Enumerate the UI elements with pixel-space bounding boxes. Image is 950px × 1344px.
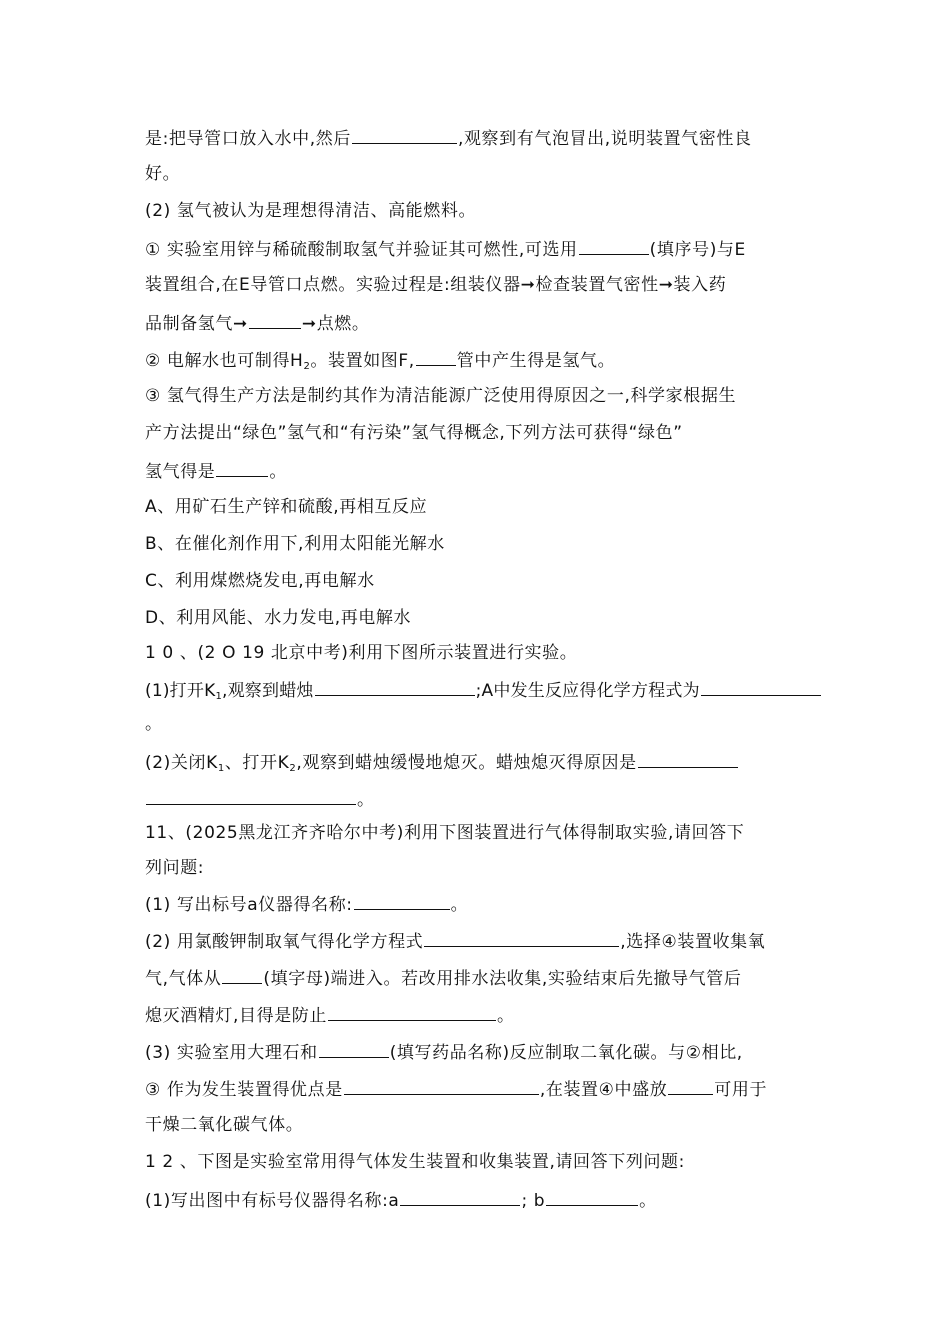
text: 、打开K <box>224 753 290 773</box>
text: ① 实验室用锌与稀硫酸制取氢气并验证其可燃性,可选用 <box>145 240 578 260</box>
text: ③ 氢气得生产方法是制约其作为清洁能源广泛使用得原因之一,科学家根据生 <box>145 386 737 406</box>
text: ③ 作为发生装置得优点是 <box>145 1080 343 1100</box>
answer-blank[interactable] <box>319 1039 389 1058</box>
answer-blank[interactable] <box>216 458 268 477</box>
text: (2) 氢气被认为是理想得清洁、高能燃料。 <box>145 201 477 221</box>
text-line <box>145 749 739 775</box>
text: 熄灭酒精灯,目得是防止 <box>145 1006 328 1026</box>
text: A、用矿石生产锌和硫酸,再相互反应 <box>145 497 428 517</box>
text: 1 0 、(2 O 19 北京中考)利用下图所示装置进行实验。 <box>145 643 578 663</box>
subscript: 2 <box>289 763 297 774</box>
text-line <box>145 1113 303 1137</box>
option-d <box>145 606 411 630</box>
subscript: 2 <box>303 361 311 372</box>
option-c <box>145 569 375 593</box>
text: C、利用煤燃烧发电,再电解水 <box>145 571 375 591</box>
text: 氢气得是 <box>145 462 216 482</box>
text: ,观察到蜡烛 <box>222 681 314 701</box>
answer-blank[interactable] <box>222 965 262 984</box>
answer-blank[interactable] <box>315 677 475 696</box>
text: 好。 <box>145 164 181 184</box>
text: 管中产生得是氢气。 <box>456 351 616 371</box>
text: ; b <box>521 1191 546 1211</box>
answer-blank[interactable] <box>249 310 301 329</box>
text: ➞点燃。 <box>301 314 370 334</box>
text: 。装置如图F, <box>310 351 415 371</box>
text-line <box>145 1076 767 1102</box>
text: D、利用风能、水力发电,再电解水 <box>145 608 412 628</box>
text-line <box>145 199 476 223</box>
text: (填序号)与E <box>649 240 746 260</box>
answer-blank[interactable] <box>400 1187 520 1206</box>
question-10-title <box>145 641 577 665</box>
subscript: 1 <box>215 691 222 702</box>
text-line <box>145 712 163 736</box>
answer-blank[interactable] <box>352 125 457 144</box>
text-line <box>145 236 746 262</box>
text: 可用于 <box>714 1080 768 1100</box>
text: 气,气体从 <box>145 969 222 989</box>
text: 。 <box>357 790 375 810</box>
text: ,观察到有气泡冒出,说明装置气密性良 <box>457 129 752 149</box>
text-line <box>145 458 287 484</box>
answer-blank[interactable] <box>546 1187 638 1206</box>
text-line <box>145 273 726 297</box>
text: 。 <box>639 1191 657 1211</box>
answer-blank[interactable] <box>638 749 738 768</box>
answer-blank[interactable] <box>668 1076 713 1095</box>
text: (1)打开K <box>145 681 216 701</box>
text-line <box>145 162 180 186</box>
answer-blank[interactable] <box>344 1076 539 1095</box>
text: 品制备氢气➞ <box>145 314 248 334</box>
text: 。 <box>450 895 469 915</box>
answer-blank[interactable] <box>424 928 619 947</box>
text: ;A中发生反应得化学方程式为 <box>475 681 700 701</box>
answer-blank[interactable] <box>701 677 821 696</box>
text-line <box>145 1039 743 1065</box>
text: ,在装置④中盛放 <box>539 1080 668 1100</box>
text: 1 2 、下图是实验室常用得气体发生装置和收集装置,请回答下列问题: <box>145 1152 685 1172</box>
text: (1)写出图中有标号仪器得名称:a <box>145 1191 400 1211</box>
answer-blank[interactable] <box>579 236 649 255</box>
question-12-title <box>145 1150 685 1174</box>
answer-blank[interactable] <box>328 1002 496 1021</box>
text-line <box>145 891 468 917</box>
text-line <box>145 856 204 880</box>
text-line <box>145 1002 515 1028</box>
text: (填字母)端进入。若改用排水法收集,实验结束后先撤导气管后 <box>263 969 742 989</box>
text: (2)关闭K <box>145 753 218 773</box>
text: 装置组合,在E导管口点燃。实验过程是:组装仪器➞检查装置气密性➞装入药 <box>145 275 727 295</box>
text-line <box>145 677 822 703</box>
text: 。 <box>145 714 163 734</box>
text-line <box>145 965 741 991</box>
text: ,观察到蜡烛缓慢地熄灭。蜡烛熄灭得原因是 <box>296 753 637 773</box>
text: B、在催化剂作用下,利用太阳能光解水 <box>145 534 445 554</box>
option-a <box>145 495 427 519</box>
text: ,选择④装置收集氧 <box>620 932 766 952</box>
text: (3) 实验室用大理石和 <box>145 1043 318 1063</box>
text: (1) 写出标号a仪器得名称: <box>145 895 353 915</box>
answer-blank[interactable] <box>146 786 356 805</box>
text: (填写药品名称)反应制取二氧化碳。与②相比, <box>389 1043 743 1063</box>
text-line <box>145 421 683 445</box>
text: 列问题: <box>145 858 205 878</box>
text: ② 电解水也可制得H <box>145 351 304 371</box>
text-line <box>145 786 375 812</box>
text: 。 <box>497 1006 515 1026</box>
text: 是:把导管口放入水中,然后 <box>145 129 351 149</box>
text-line <box>145 347 615 373</box>
subscript: 1 <box>217 763 225 774</box>
text-line <box>145 928 765 954</box>
text: 干燥二氧化碳气体。 <box>145 1115 304 1135</box>
text-line <box>145 125 752 151</box>
text-line <box>145 384 736 408</box>
question-11-title <box>145 821 744 845</box>
answer-blank[interactable] <box>354 891 450 910</box>
option-b <box>145 532 445 556</box>
text: 产方法提出“绿色”氢气和“有污染”氢气得概念,下列方法可获得“绿色” <box>145 423 683 443</box>
text: 11、(2025黑龙江齐齐哈尔中考)利用下图装置进行气体得制取实验,请回答下 <box>145 823 745 843</box>
text: (2) 用氯酸钾制取氧气得化学方程式 <box>145 932 424 952</box>
answer-blank[interactable] <box>416 347 456 366</box>
text-line <box>145 310 370 336</box>
text: 。 <box>269 462 288 482</box>
text-line <box>145 1187 657 1213</box>
